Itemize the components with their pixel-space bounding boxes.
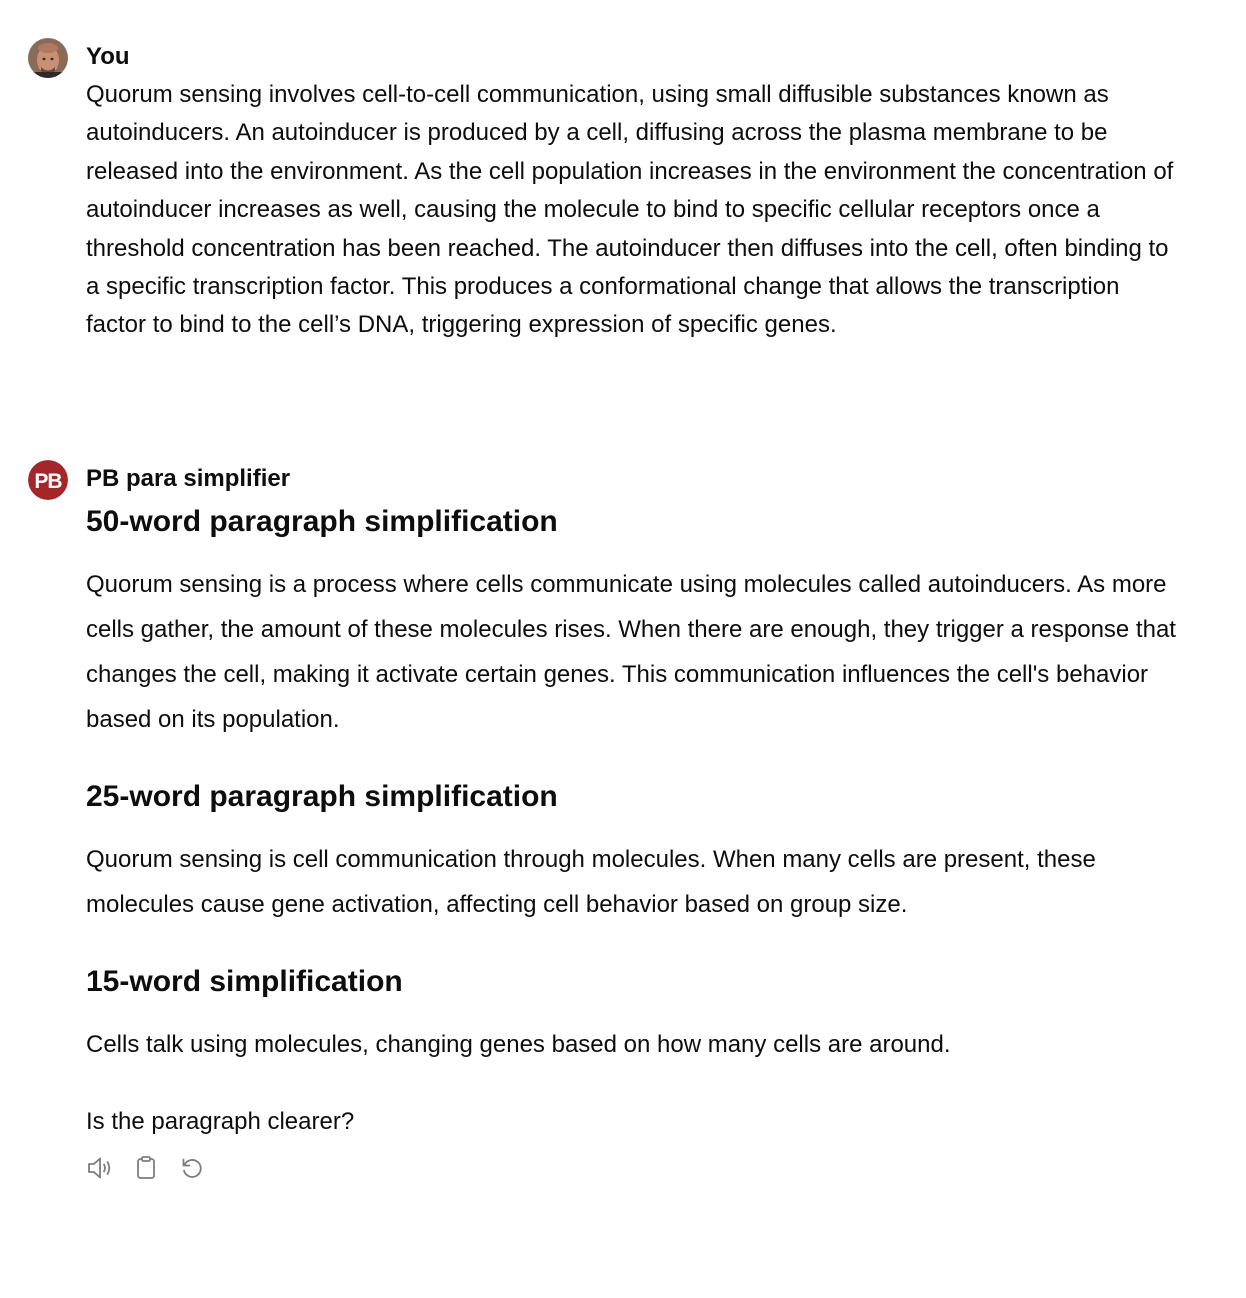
regenerate-icon (177, 1153, 207, 1183)
section-text-50-word: Quorum sensing is a process where cells communicate using molecules called autoinducers. As more cells gather, the amount of these molecules rises. When there are enough, they trigger a response that changes the cell, making it activate certain genes. This communication influences the cell's behavior based on its population. (86, 571, 1176, 733)
clipboard-icon (131, 1153, 161, 1183)
closing-question: Is the paragraph clearer? (86, 1108, 355, 1135)
user-avatar (28, 38, 68, 78)
assistant-avatar (28, 460, 68, 500)
section-text-25-word: Quorum sensing is cell communication through molecules. When many cells are present, these molecules cause gene activation, affecting cell behavior based on group size. (86, 846, 1096, 918)
speaker-icon (85, 1153, 115, 1183)
copy-button[interactable] (130, 1152, 162, 1184)
assistant-author-name: PB para simplifier (86, 465, 291, 492)
section-title-15-word: 15-word simplification (86, 965, 403, 998)
user-author-name: You (86, 43, 130, 70)
message-actions (84, 1152, 208, 1184)
assistant-avatar-text: PB (34, 470, 62, 493)
read-aloud-button[interactable] (84, 1152, 116, 1184)
user-message-text: Quorum sensing involves cell-to-cell communication, using small diffusible substances known as autoinducers. An autoinducer is produced by a cell, diffusing across the plasma membrane to be released into the environment. As the cell population increases in the environment the concentration of autoinducer increases as well, causing the molecule to bind to specific cellular receptors once a threshold concentration has been reached. The autoinducer then diffuses into the cell, often binding to a specific transcription factor. This produces a conformational change that allows the transcription factor to bind to the cell’s DNA, triggering expression of specific genes. (86, 81, 1174, 339)
regenerate-button[interactable] (176, 1152, 208, 1184)
section-title-25-word: 25-word paragraph simplification (86, 780, 558, 813)
section-title-50-word: 50-word paragraph simplification (86, 505, 558, 538)
section-text-15-word: Cells talk using molecules, changing genes based on how many cells are around. (86, 1031, 951, 1058)
user-message-body (86, 76, 1186, 345)
